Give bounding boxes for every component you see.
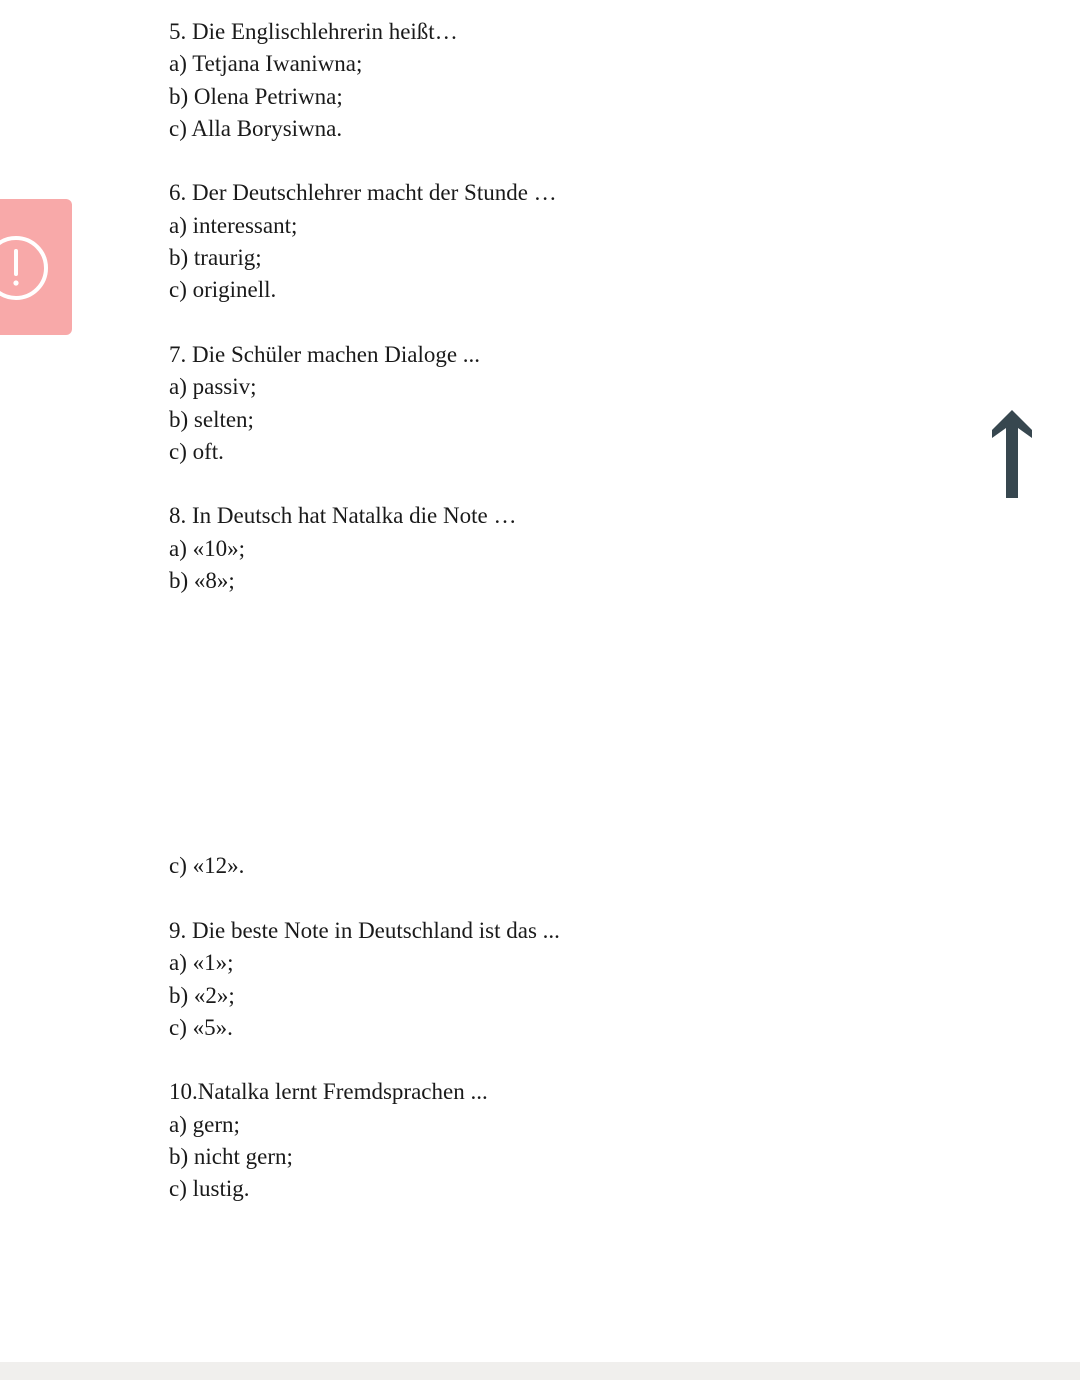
option-b: b) selten; <box>169 406 254 432</box>
option-c: c) oft. <box>169 438 224 464</box>
question-9 <box>169 915 969 1044</box>
question-7 <box>169 339 969 468</box>
report-alert-button[interactable] <box>0 199 72 335</box>
option-c: c) «5». <box>169 1014 233 1040</box>
option-b: b) Olena Petriwna; <box>169 83 343 109</box>
question-10 <box>169 1076 969 1205</box>
option-b: b) «2»; <box>169 982 235 1008</box>
document-page <box>169 16 969 1238</box>
option-b: b) «8»; <box>169 568 235 594</box>
scroll-to-top-button[interactable] <box>990 408 1034 505</box>
bottom-bar <box>0 1362 1080 1380</box>
question-8 <box>169 500 969 882</box>
option-a: a) passiv; <box>169 374 257 400</box>
option-c: c) lustig. <box>169 1176 250 1202</box>
question-text: 9. Die beste Note in Deutschland ist das ... <box>169 917 560 943</box>
question-6 <box>169 177 969 306</box>
option-a: a) Tetjana Iwaniwna; <box>169 51 363 77</box>
option-c: c) originell. <box>169 277 277 303</box>
question-text: 6. Der Deutschlehrer macht der Stunde … <box>169 180 557 206</box>
exclamation-circle-icon <box>0 234 50 302</box>
question-text: 5. Die Englischlehrerin heißt… <box>169 19 458 44</box>
option-a: a) «1»; <box>169 950 234 976</box>
option-c: c) «12». <box>169 853 245 879</box>
question-text: 7. Die Schüler machen Dialoge ... <box>169 341 481 367</box>
question-text: 8. In Deutsch hat Natalka die Note … <box>169 503 517 529</box>
arrow-up-icon <box>990 408 1034 500</box>
question-text: 10.Natalka lernt Fremdsprachen ... <box>169 1079 488 1105</box>
option-a: a) gern; <box>169 1111 240 1137</box>
option-b: b) nicht gern; <box>169 1144 293 1170</box>
question-5 <box>169 16 969 145</box>
option-c: c) Alla Borysiwna. <box>169 115 343 141</box>
option-b: b) traurig; <box>169 245 262 271</box>
option-a: a) «10»; <box>169 535 246 561</box>
option-a: a) interessant; <box>169 212 298 238</box>
